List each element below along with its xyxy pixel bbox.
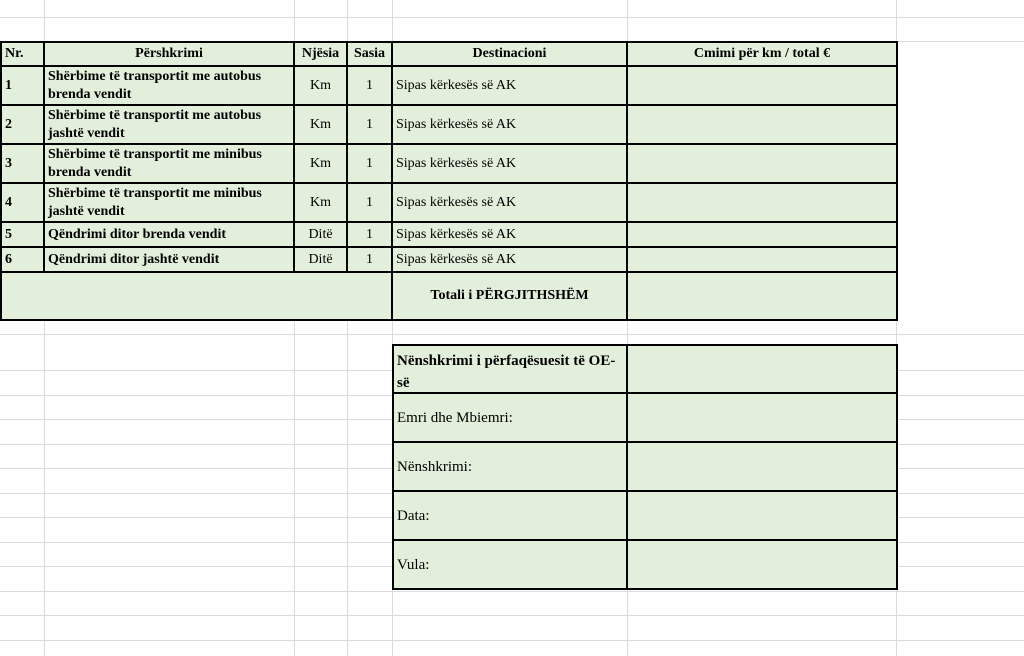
- row-2-quantity[interactable]: 1: [348, 106, 393, 145]
- signature-stamp-value[interactable]: [628, 541, 898, 590]
- row-1-description[interactable]: Shërbime të transportit me autobus brenda vendit: [45, 67, 295, 106]
- row-1-nr[interactable]: 1: [0, 67, 45, 106]
- header-price[interactable]: Cmimi për km / total €: [628, 41, 898, 67]
- total-value[interactable]: [628, 273, 898, 321]
- row-6-quantity[interactable]: 1: [348, 248, 393, 273]
- row-3-quantity[interactable]: 1: [348, 145, 393, 184]
- row-3-nr[interactable]: 3: [0, 145, 45, 184]
- row-5-quantity[interactable]: 1: [348, 223, 393, 248]
- row-6-unit[interactable]: Ditë: [295, 248, 348, 273]
- header-description[interactable]: Përshkrimi: [45, 41, 295, 67]
- signature-header[interactable]: Nënshkrimi i përfaqësuesit të OE-së: [392, 344, 628, 394]
- row-2-nr[interactable]: 2: [0, 106, 45, 145]
- row-4-price[interactable]: [628, 184, 898, 223]
- signature-header-value[interactable]: [628, 344, 898, 394]
- row-4-destination[interactable]: Sipas kërkesës së AK: [393, 184, 628, 223]
- header-quantity[interactable]: Sasia: [348, 41, 393, 67]
- row-3-description[interactable]: Shërbime të transportit me minibus brenda vendit: [45, 145, 295, 184]
- row-3-unit[interactable]: Km: [295, 145, 348, 184]
- row-1-unit[interactable]: Km: [295, 67, 348, 106]
- row-5-destination[interactable]: Sipas kërkesës së AK: [393, 223, 628, 248]
- row-1-price[interactable]: [628, 67, 898, 106]
- row-6-destination[interactable]: Sipas kërkesës së AK: [393, 248, 628, 273]
- row-6-nr[interactable]: 6: [0, 248, 45, 273]
- signature-sign-value[interactable]: [628, 443, 898, 492]
- row-2-description[interactable]: Shërbime të transportit me autobus jashtë vendit: [45, 106, 295, 145]
- row-6-price[interactable]: [628, 248, 898, 273]
- row-4-unit[interactable]: Km: [295, 184, 348, 223]
- signature-name-label[interactable]: Emri dhe Mbiemri:: [392, 394, 628, 443]
- row-4-quantity[interactable]: 1: [348, 184, 393, 223]
- row-4-nr[interactable]: 4: [0, 184, 45, 223]
- row-4-description[interactable]: Shërbime të transportit me minibus jashtë vendit: [45, 184, 295, 223]
- total-label[interactable]: Totali i PËRGJITHSHËM: [393, 273, 628, 321]
- row-2-price[interactable]: [628, 106, 898, 145]
- signature-date-label[interactable]: Data:: [392, 492, 628, 541]
- row-5-nr[interactable]: 5: [0, 223, 45, 248]
- header-destination[interactable]: Destinacioni: [393, 41, 628, 67]
- row-1-destination[interactable]: Sipas kërkesës së AK: [393, 67, 628, 106]
- row-2-unit[interactable]: Km: [295, 106, 348, 145]
- row-3-destination[interactable]: Sipas kërkesës së AK: [393, 145, 628, 184]
- row-5-description[interactable]: Qëndrimi ditor brenda vendit: [45, 223, 295, 248]
- row-2-destination[interactable]: Sipas kërkesës së AK: [393, 106, 628, 145]
- row-1-quantity[interactable]: 1: [348, 67, 393, 106]
- row-3-price[interactable]: [628, 145, 898, 184]
- signature-date-value[interactable]: [628, 492, 898, 541]
- signature-sign-label[interactable]: Nënshkrimi:: [392, 443, 628, 492]
- row-6-description[interactable]: Qëndrimi ditor jashtë vendit: [45, 248, 295, 273]
- header-nr[interactable]: Nr.: [0, 41, 45, 67]
- signature-name-value[interactable]: [628, 394, 898, 443]
- header-unit[interactable]: Njësia: [295, 41, 348, 67]
- signature-stamp-label[interactable]: Vula:: [392, 541, 628, 590]
- row-5-price[interactable]: [628, 223, 898, 248]
- row-5-unit[interactable]: Ditë: [295, 223, 348, 248]
- total-empty-cell[interactable]: [0, 273, 393, 321]
